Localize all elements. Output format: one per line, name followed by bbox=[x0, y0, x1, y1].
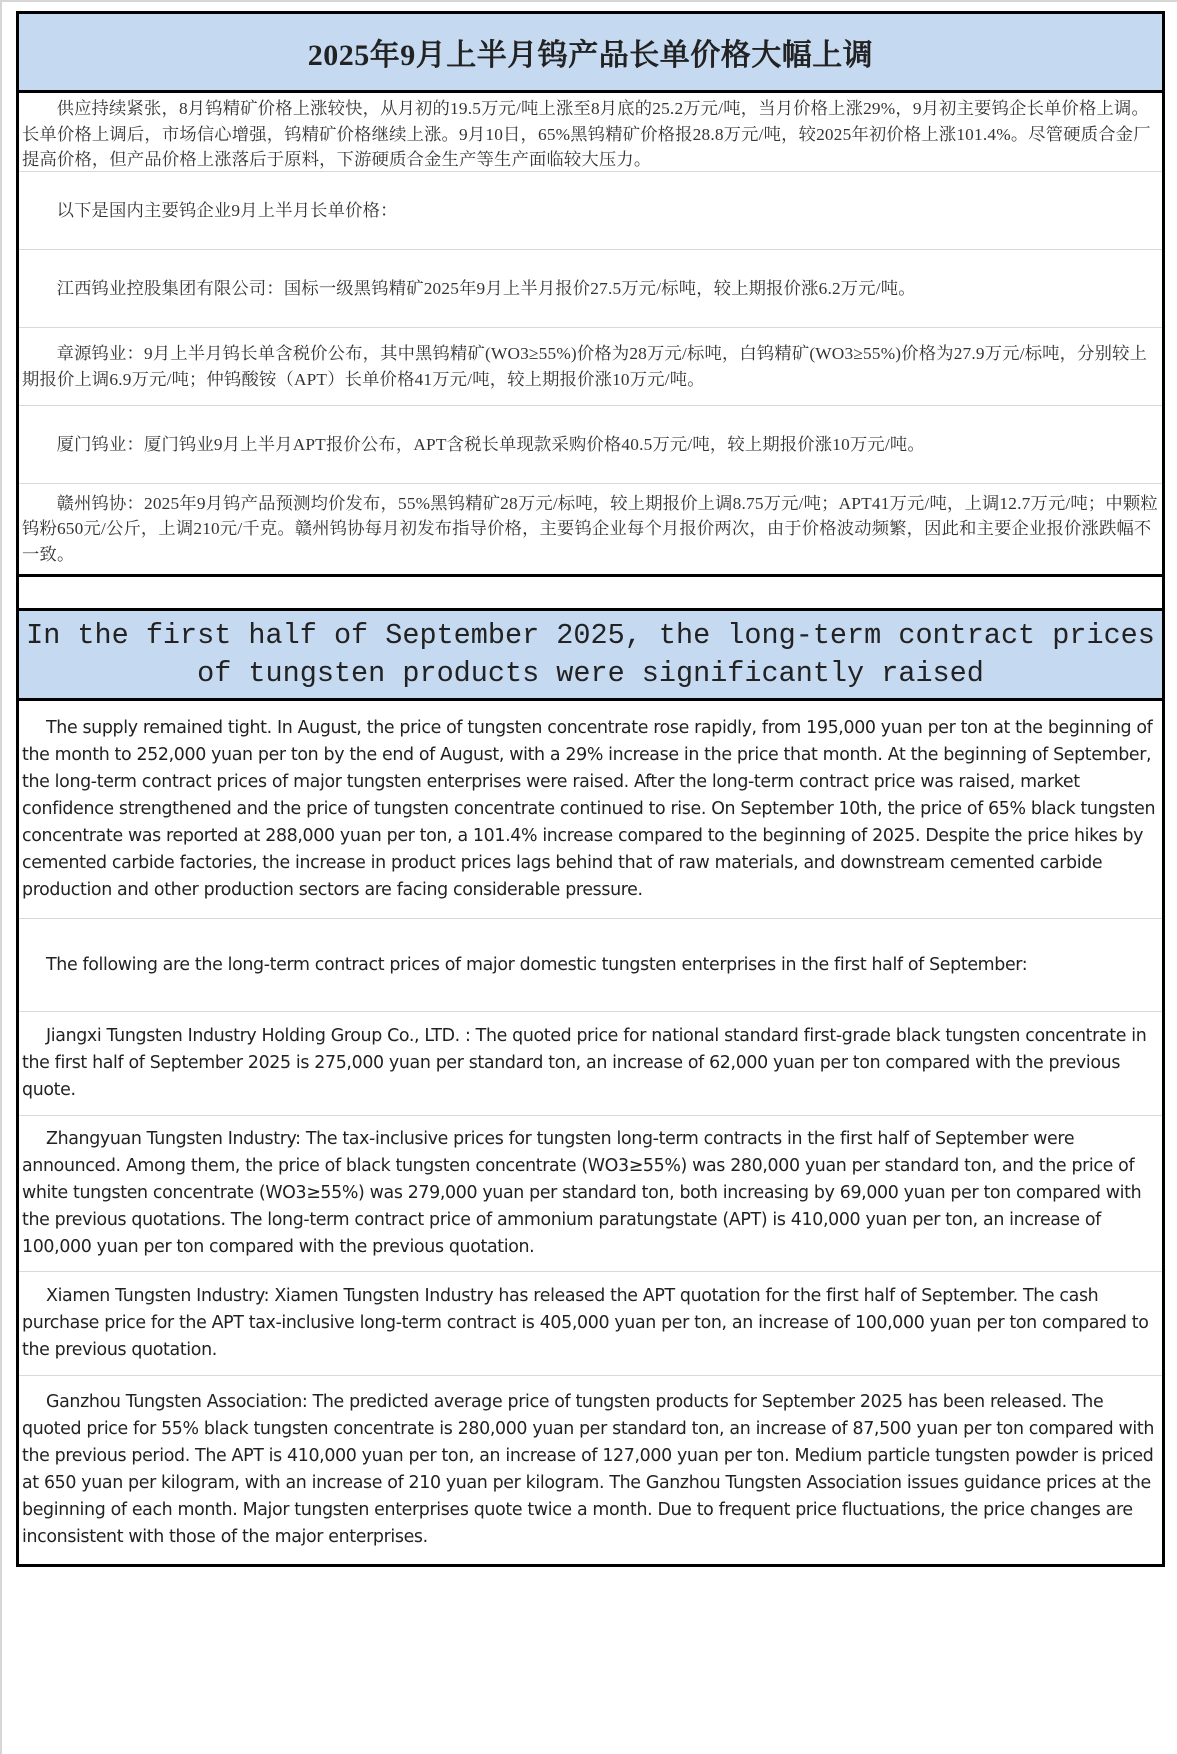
en-jiangxi-row bbox=[19, 1012, 1162, 1116]
en-ganzhou-row bbox=[19, 1376, 1162, 1564]
cn-jiangxi-text: 江西钨业控股集团有限公司：国标一级黑钨精矿2025年9月上半月报价27.5万元/标吨，较上期报价涨6.2万元/吨。 bbox=[56, 278, 916, 298]
en-zhangyuan-row bbox=[19, 1116, 1162, 1272]
en-ganzhou-text: Ganzhou Tungsten Association: The predicted average price of tungsten products for September 2025 has been released. The quoted price for 55% black tungsten concentrate is 280,000 yuan per standard ton, an increase of 87,500 yuan per ton compared with the previous period. The APT is 410,000 yuan per ton, an increase of 127,000 yuan per ton. Medium particle tungsten powder is priced at 650 yuan per kilogram, with an increase of 210 yuan per kilogram. The Ganzhou Tungsten Association issues guidance prices at the beginning of each month. Major tungsten enterprises quote twice a month. Due to frequent price fluctuations, the price changes are inconsistent with those of the major enterprises. bbox=[22, 1392, 1155, 1547]
cn-zhangyuan-row bbox=[19, 328, 1162, 406]
en-intro-paragraph bbox=[19, 701, 1162, 919]
cn-list-lead-text: 以下是国内主要钨企业9月上半月长单价格： bbox=[56, 200, 398, 220]
english-title bbox=[19, 608, 1162, 701]
report-sheet bbox=[16, 11, 1165, 1567]
en-intro-text: The supply remained tight. In August, the price of tungsten concentrate rose rapidly, from 195,000 yuan per ton at the beginning of the month to 252,000 yuan per ton by the end of August, with a 29% increase in the price that month. At the beginning of September, the long-term contract prices of major tungsten enterprises were raised. After the long-term contract price was raised, market confidence strengthened and the price of tungsten concentrate continued to rise. On September 10th, the price of 65% black tungsten concentrate was reported at 288,000 yuan per ton, a 101.4% increase compared to the beginning of 2025. Despite the price hikes by cemented carbide factories, the increase in product prices lags behind that of raw materials, and downstream cemented carbide production and other production sectors are facing considerable pressure. bbox=[22, 718, 1156, 900]
cn-ganzhou-row bbox=[19, 484, 1162, 574]
en-xiamen-text: Xiamen Tungsten Industry: Xiamen Tungsten Industry has released the APT quotation for the first half of September. The cash purchase price for the APT tax-inclusive long-term contract is 405,000 yuan per ton, an increase of 100,000 yuan per ton compared to the previous quotation. bbox=[22, 1286, 1149, 1360]
cn-ganzhou-text: 赣州钨协：2025年9月钨产品预测均价发布，55%黑钨精矿28万元/标吨，较上期报价上调8.75万元/吨；APT41万元/吨，上调12.7万元/吨；中颗粒钨粉650元/公斤，上调210元/千克。赣州钨协每月初发布指导价格，主要钨企业每个月报价两次，由于价格波动频繁，因此和主要企业报价涨跌幅不一致。 bbox=[22, 493, 1158, 564]
cn-list-lead bbox=[19, 172, 1162, 250]
cn-intro-text: 供应持续紧张，8月钨精矿价格上涨较快，从月初的19.5万元/吨上涨至8月底的25.2万元/吨，当月价格上涨29%，9月初主要钨企长单价格上调。长单价格上调后，市场信心增强，钨精矿价格继续上涨。9月10日，65%黑钨精矿价格报28.8万元/吨，较2025年初价格上涨101.4%。尽管硬质合金厂提高价格，但产品价格上涨落后于原料，下游硬质合金生产等生产面临较大压力。 bbox=[22, 99, 1151, 169]
cn-xiamen-row bbox=[19, 406, 1162, 484]
section-spacer bbox=[19, 574, 1162, 608]
en-jiangxi-text: Jiangxi Tungsten Industry Holding Group Co., LTD. : The quoted price for national standard first-grade black tungsten concentrate in the first half of September 2025 is 275,000 yuan per standard ton, an increase of 62,000 yuan per ton compared with the previous quote. bbox=[22, 1026, 1147, 1100]
cn-zhangyuan-text: 章源钨业：9月上半月钨长单含税价公布，其中黑钨精矿(WO3≥55%)价格为28万元/标吨，白钨精矿(WO3≥55%)价格为27.9万元/标吨，分别较上期报价上调6.9万元/吨；仲钨酸铵（APT）长单价格41万元/吨，较上期报价涨10万元/吨。 bbox=[22, 344, 1148, 389]
chinese-title bbox=[19, 14, 1162, 93]
chinese-title-text: 2025年9月上半月钨产品长单价格大幅上调 bbox=[307, 39, 874, 72]
english-title-text: In the first half of September 2025, the long-term contract prices of tungsten products were significantly raised bbox=[26, 618, 1155, 690]
en-list-lead bbox=[19, 919, 1162, 1012]
cn-intro-paragraph bbox=[19, 93, 1162, 172]
en-zhangyuan-text: Zhangyuan Tungsten Industry: The tax-inclusive prices for tungsten long-term contracts in the first half of September were announced. Among them, the price of black tungsten concentrate (WO3≥55%) was 280,000 yuan per standard ton, and the price of white tungsten concentrate (WO3≥55%) was 279,000 yuan per standard ton, both increasing by 69,000 yuan per ton compared with the previous quotations. The long-term contract price of ammonium paratungstate (APT) is 410,000 yuan per ton, an increase of 100,000 yuan per ton compared with the previous quotation. bbox=[22, 1129, 1142, 1257]
cn-xiamen-text: 厦门钨业：厦门钨业9月上半月APT报价公布，APT含税长单现款采购价格40.5万元/吨，较上期报价涨10万元/吨。 bbox=[56, 434, 925, 454]
en-list-lead-text: The following are the long-term contract prices of major domestic tungsten enterprises in the first half of September: bbox=[46, 954, 1028, 975]
en-xiamen-row bbox=[19, 1272, 1162, 1376]
cn-jiangxi-row bbox=[19, 250, 1162, 328]
